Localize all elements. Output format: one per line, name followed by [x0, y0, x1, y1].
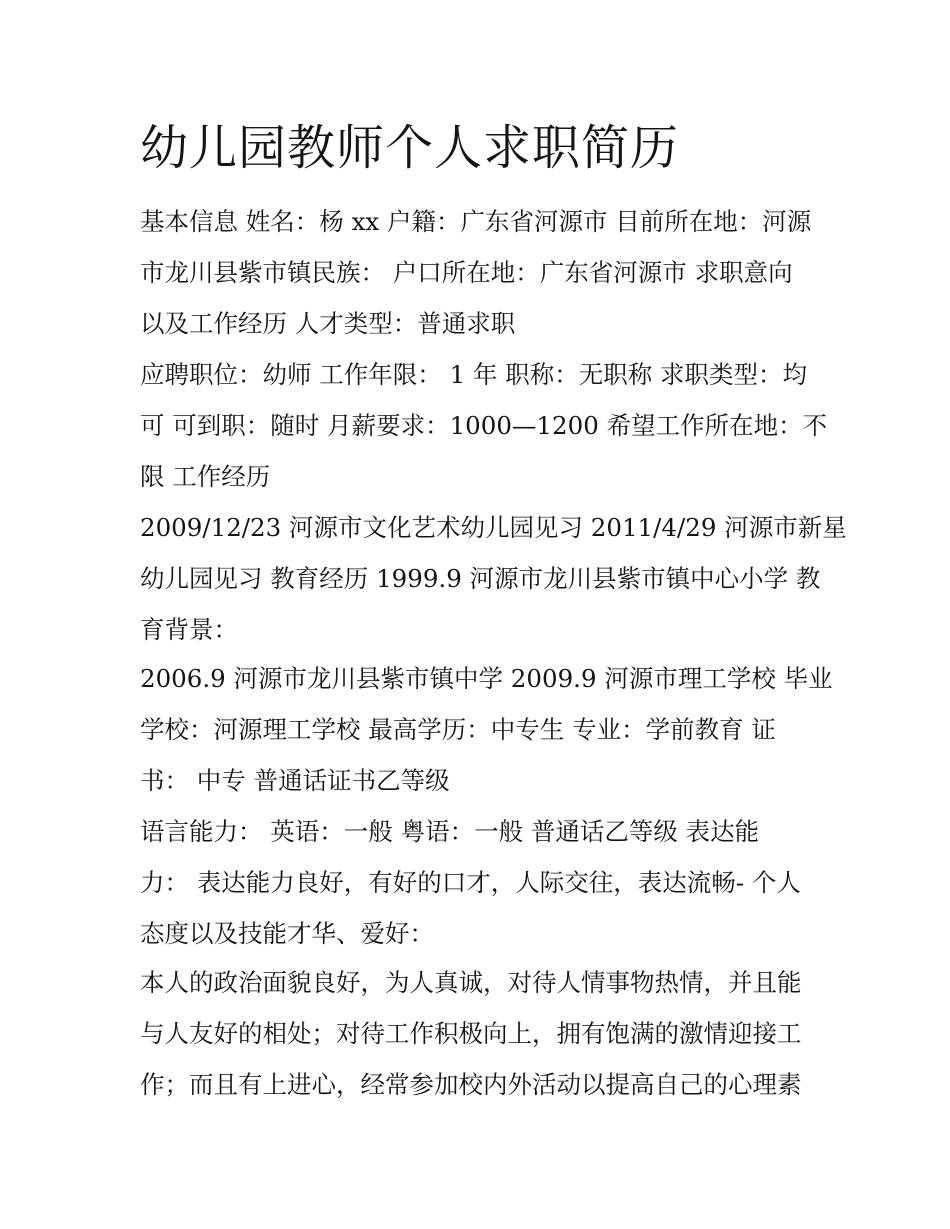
body-line: 态度以及技能才华、爱好：	[140, 919, 434, 948]
body-line: 书： 中专 普通话证书乙等级	[140, 766, 450, 795]
body-line: 限 工作经历	[140, 462, 271, 491]
body-line: 本人的政治面貌良好，为人真诚，对待人情事物热情，并且能	[140, 968, 802, 997]
body-line: 应聘职位：幼师 工作年限： 1 年 职称：无职称 求职类型：均	[140, 360, 808, 389]
body-line: 以及工作经历 人才类型：普通求职	[140, 309, 516, 338]
body-line: 基本信息 姓名：杨 xx 户籍：广东省河源市 目前所在地：河源	[140, 207, 812, 236]
body-line: 力： 表达能力良好，有好的口才，人际交往，表达流畅- 个人	[140, 868, 801, 897]
body-line: 幼儿园见习 教育经历 1999.9 河源市龙川县紫市镇中心小学 教	[140, 564, 821, 593]
body-line: 可 可到职：随时 月薪要求：1000—1200 希望工作所在地：不	[140, 411, 828, 440]
body-line: 市龙川县紫市镇民族： 户口所在地：广东省河源市 求职意向	[140, 258, 793, 287]
body-line: 2009/12/23 河源市文化艺术幼儿园见习 2011/4/29 河源市新星	[140, 513, 847, 542]
body-line: 与人友好的相处；对待工作积极向上，拥有饱满的激情迎接工	[140, 1019, 802, 1048]
page-title: 幼儿园教师个人求职简历	[140, 120, 680, 176]
body-line: 2006.9 河源市龙川县紫市镇中学 2009.9 河源市理工学校 毕业	[140, 664, 833, 693]
body-line: 作；而且有上进心，经常参加校内外活动以提高自己的心理素	[140, 1070, 802, 1099]
body-line: 育背景：	[140, 615, 238, 644]
body-line: 语言能力： 英语：一般 粤语：一般 普通话乙等级 表达能	[140, 817, 760, 846]
body-line: 学校：河源理工学校 最高学历：中专生 专业：学前教育 证	[140, 715, 776, 744]
